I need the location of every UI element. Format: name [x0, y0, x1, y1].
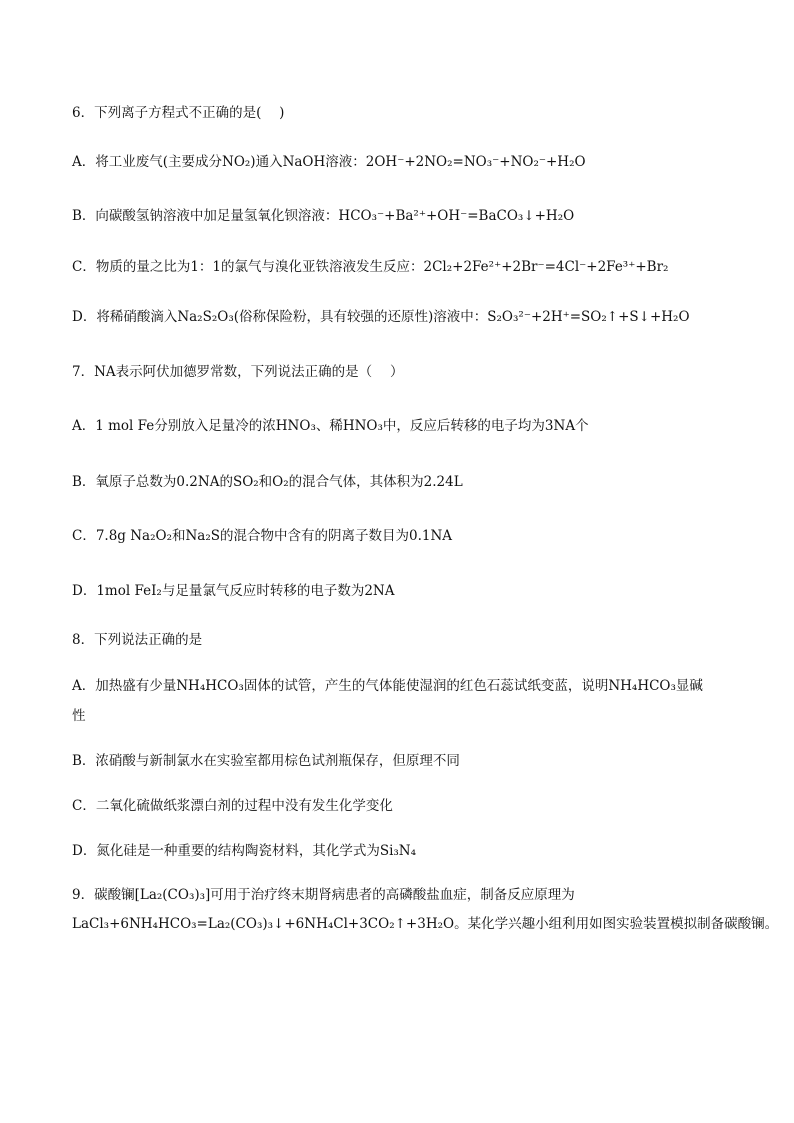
q6-stem: 6．下列离子方程式不正确的是( ) — [72, 105, 285, 121]
q8-option-a-line1: A．加热盛有少量NH₄HCO₃固体的试管，产生的气体能使湿润的红色石蕊试纸变蓝，说明NH₄HCO₃显碱 — [72, 678, 703, 694]
q7-stem: 7．NA表示阿伏加德罗常数，下列说法正确的是（ ） — [72, 364, 404, 380]
q7-option-c: C．7.8g Na₂O₂和Na₂S的混合物中含有的阴离子数目为0.1NA — [72, 528, 453, 544]
q8-option-a-line2: 性 — [72, 708, 86, 724]
q7-option-d: D．1mol FeI₂与足量氯气反应时转移的电子数为2NA — [72, 583, 395, 599]
q9-stem-line1: 9．碳酸镧[La₂(CO₃)₃]可用于治疗终末期肾病患者的高磷酸盐血症，制备反应原理为 — [72, 887, 575, 903]
q8-option-c: C．二氧化硫做纸浆漂白剂的过程中没有发生化学变化 — [72, 798, 393, 814]
q7-option-a: A．1 mol Fe分别放入足量冷的浓HNO₃、稀HNO₃中，反应后转移的电子均为3NA个 — [72, 418, 589, 434]
q8-option-d: D．氮化硅是一种重要的结构陶瓷材料，其化学式为Si₃N₄ — [72, 843, 417, 859]
q6-option-c: C．物质的量之比为1：1的氯气与溴化亚铁溶液发生反应：2Cl₂+2Fe²⁺+2Br⁻=4Cl⁻+2Fe³⁺+Br₂ — [72, 259, 669, 275]
q8-stem: 8．下列说法正确的是 — [72, 632, 203, 648]
q6-option-d: D．将稀硝酸滴入Na₂S₂O₃(俗称保险粉，具有较强的还原性)溶液中：S₂O₃²⁻+2H⁺=SO₂↑+S↓+H₂O — [72, 309, 690, 325]
q7-option-b: B．氧原子总数为0.2NA的SO₂和O₂的混合气体，其体积为2.24L — [72, 474, 463, 490]
q6-option-b: B．向碳酸氢钠溶液中加足量氢氧化钡溶液：HCO₃⁻+Ba²⁺+OH⁻=BaCO₃↓+H₂O — [72, 208, 575, 224]
q6-option-a: A．将工业废气(主要成分NO₂)通入NaOH溶液：2OH⁻+2NO₂=NO₃⁻+NO₂⁻+H₂O — [72, 154, 586, 170]
q8-option-b: B．浓硝酸与新制氯水在实验室都用棕色试剂瓶保存，但原理不同 — [72, 753, 460, 769]
q9-stem-line2: LaCl₃+6NH₄HCO₃=La₂(CO₃)₃↓+6NH₄Cl+3CO₂↑+3H₂O。某化学兴趣小组利用如图实验装置模拟制备碳酸镧。 — [72, 916, 779, 932]
